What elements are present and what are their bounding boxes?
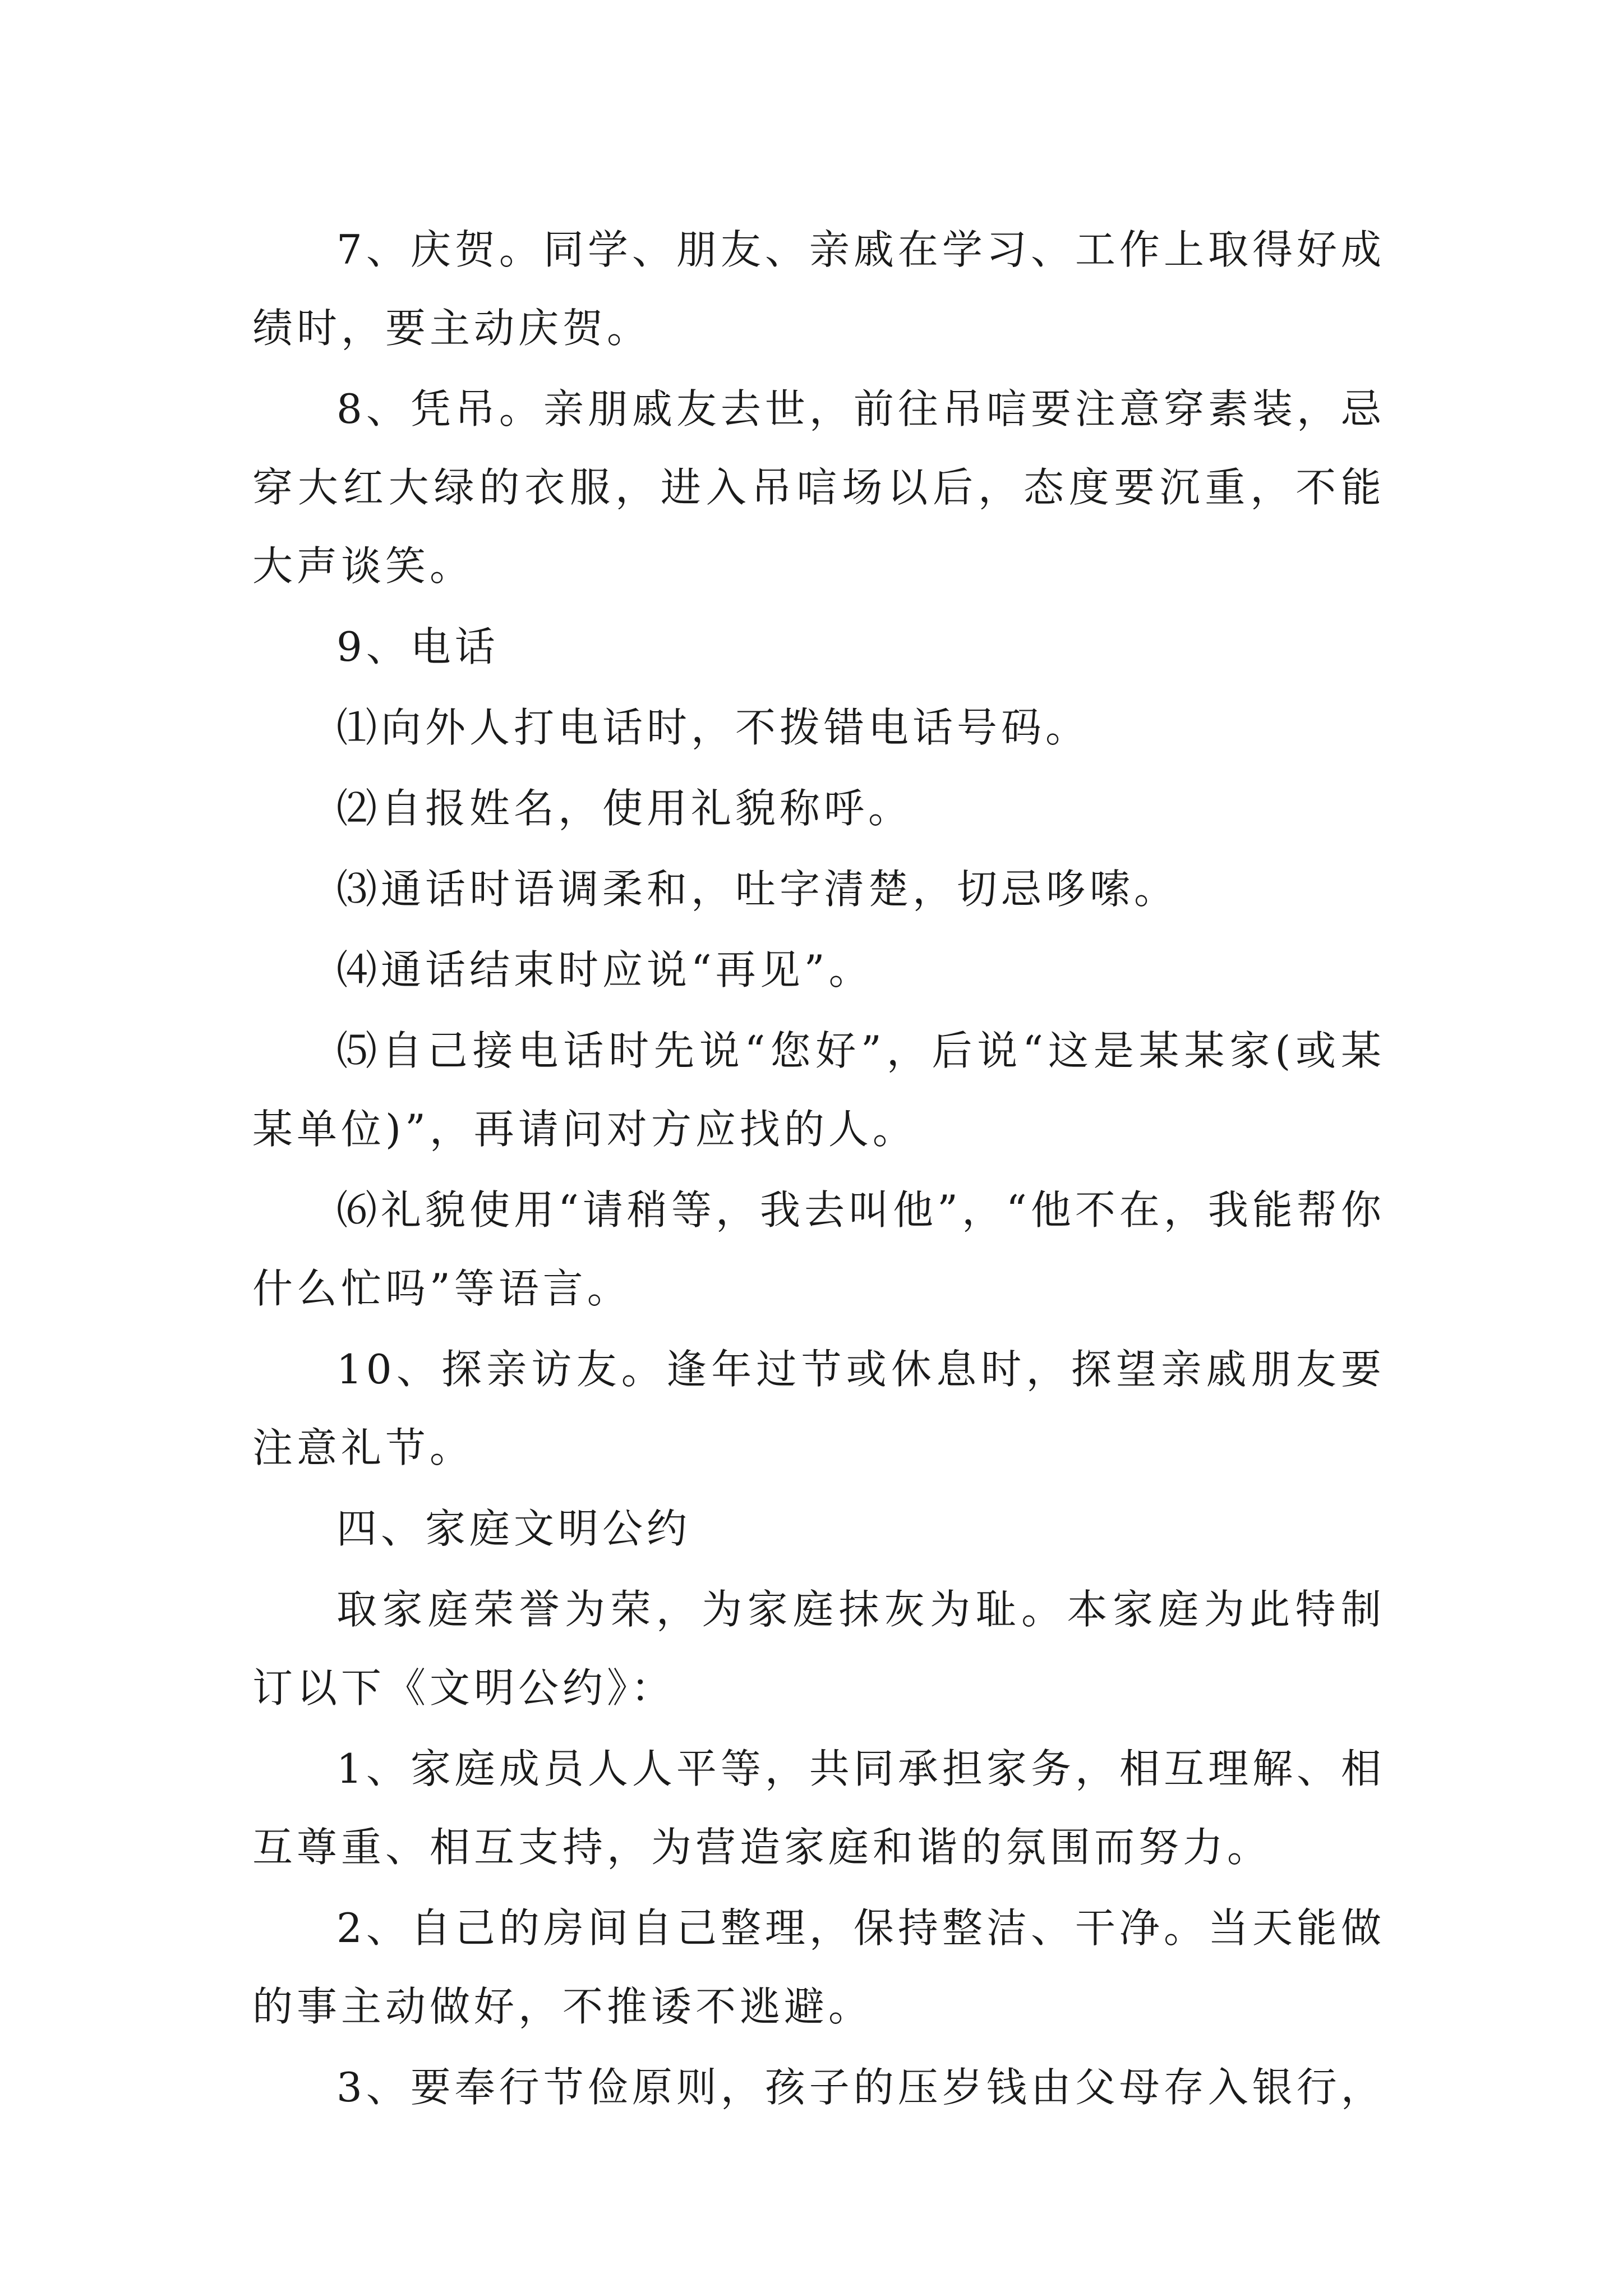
paragraph-phone-rule-2: ⑵自报姓名，使用礼貌称呼。 bbox=[336, 785, 913, 832]
paragraph-phone-heading: 9、电话 bbox=[336, 623, 499, 670]
paragraph-phone-rule-6: ⑹礼貌使用“请稍等，我去叫他”，“他不在，我能帮你什么忙吗”等语言。 bbox=[252, 1186, 1385, 1312]
paragraph-convention-1: 1、家庭成员人人平等，共同承担家务，相互理解、相互尊重、相互支持，为营造家庭和谐的氛围而努力。 bbox=[252, 1745, 1385, 1871]
paragraph-phone-rule-5: ⑸自己接电话时先说“您好”，后说“这是某某家(或某某单位)”，再请问对方应找的人。 bbox=[252, 1027, 1385, 1153]
paragraph-convention-3: 3、要奉行节俭原则，孩子的压岁钱由父母存入银行， bbox=[336, 2064, 1385, 2111]
paragraph-condolence: 8、凭吊。亲朋戚友去世，前往吊唁要注意穿素装，忌穿大红大绿的衣服，进入吊唁场以后，态度要沉重，不能大声谈笑。 bbox=[252, 385, 1385, 590]
document-page bbox=[252, 210, 1385, 2129]
paragraph-phone-rule-1: ⑴向外人打电话时，不拨错电话号码。 bbox=[336, 704, 1090, 751]
paragraph-phone-rule-4: ⑷通话结束时应说“再见”。 bbox=[336, 946, 873, 993]
paragraph-celebrate: 7、庆贺。同学、朋友、亲戚在学习、工作上取得好成绩时，要主动庆贺。 bbox=[252, 226, 1385, 352]
paragraph-visiting: 10、探亲访友。逢年过节或休息时，探望亲戚朋友要注意礼节。 bbox=[252, 1346, 1385, 1471]
section-heading-family-convention: 四、家庭文明公约 bbox=[336, 1505, 691, 1552]
paragraph-phone-rule-3: ⑶通话时语调柔和，吐字清楚，切忌哆嗦。 bbox=[336, 866, 1179, 913]
paragraph-convention-intro: 取家庭荣誉为荣，为家庭抹灰为耻。本家庭为此特制订以下《文明公约》： bbox=[252, 1586, 1385, 1711]
paragraph-convention-2: 2、自己的房间自己整理，保持整洁、干净。当天能做的事主动做好，不推诿不逃避。 bbox=[252, 1904, 1385, 2030]
